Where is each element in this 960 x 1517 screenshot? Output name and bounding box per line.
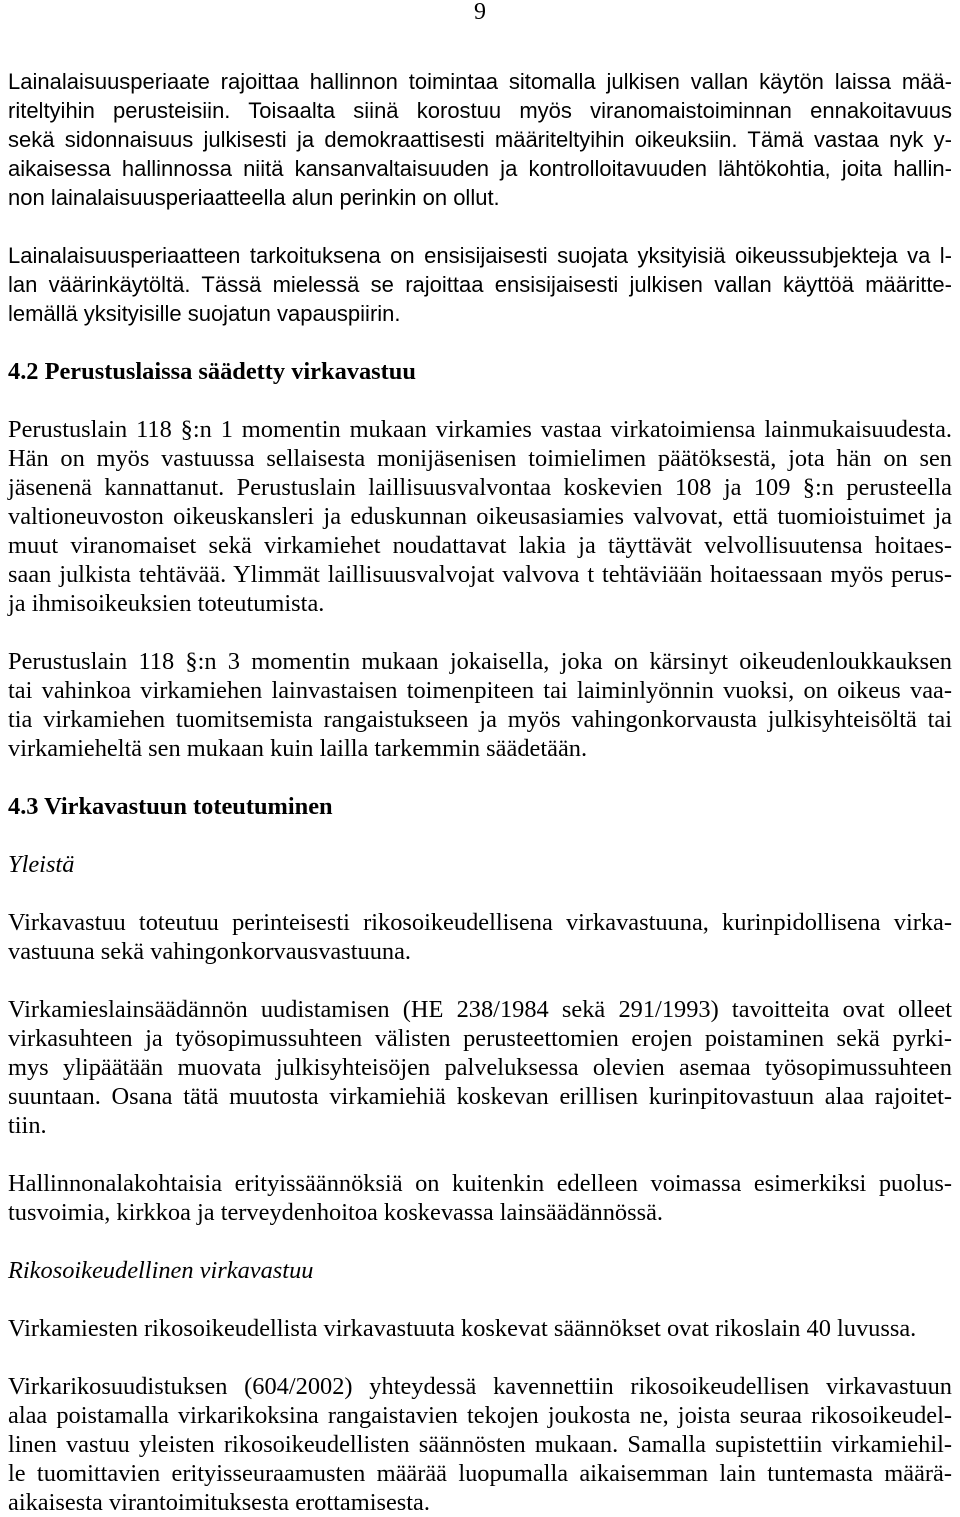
paragraph	[8, 241, 952, 328]
text-line: muut viranomaiset sekä virkamiehet noudattavat lakia ja täyttävät velvollisuutensa hoitaes-	[8, 532, 952, 559]
section-heading-text: 4.2 Perustuslaissa säädetty virkavastuu	[8, 358, 416, 385]
text-line: le tuomittavien erityisseuraamusten määrää luopumalla aikaisemman lain tuntemasta määrä-	[8, 1460, 952, 1487]
subsection-title-text: Rikosoikeudellinen virkavastuu	[8, 1257, 314, 1284]
text-line: Virkavastuu toteutuu perinteisesti rikosoikeudellisena virkavastuuna, kurinpidollisena virka-	[8, 909, 952, 936]
paragraph	[8, 415, 952, 618]
text-line: linen vastuu yleisten rikosoikeudellisten säännösten mukaan. Samalla supistettiin virkamiehil-	[8, 1431, 952, 1458]
paragraph	[8, 647, 952, 763]
text-line: sekä sidonnaisuus julkisesti ja demokraattisesti määriteltyihin oikeuksiin. Tämä vastaa nyk y-	[8, 127, 952, 152]
text-line: virkasuhteen ja työsopimussuhteen välisten perusteettomien erojen poistaminen sekä pyrki-	[8, 1025, 952, 1052]
section-heading-text: 4.3 Virkavastuun toteutuminen	[8, 793, 333, 820]
text-line: Virkamieslainsäädännön uudistamisen (HE 238/1984 sekä 291/1993) tavoitteita ovat olleet	[8, 996, 952, 1023]
page-body	[8, 67, 952, 1517]
text-line: alaa poistamalla virkarikoksina rangaistavien tekojen joukosta ne, joista seuraa rikosoikeudel-	[8, 1402, 952, 1429]
text-line: tusvoimia, kirkkoa ja terveydenhoitoa koskevassa lainsäädännössä.	[8, 1199, 663, 1226]
text-line: Virkamiesten rikosoikeudellista virkavastuuta koskevat säännökset ovat rikoslain 40 luvussa.	[8, 1315, 917, 1342]
subsection-title-text: Yleistä	[8, 851, 75, 878]
text-line: riteltyihin perusteisiin. Toisaalta siinä korostuu myös viranomaistoiminnan ennakoitavuus	[8, 98, 952, 123]
paragraph	[8, 1169, 952, 1227]
text-line: lemällä yksityisille suojatun vapauspiirin.	[8, 301, 401, 326]
text-line: jäsenenä kannattanut. Perustuslain laillisuusvalvontaa koskevien 108 ja 109 §:n perusteella	[8, 474, 952, 501]
text-line: saan julkista tehtävää. Ylimmät laillisuusvalvojat valvova t tehtäviään hoitaessaan myös perus-	[8, 561, 952, 588]
text-line: Hän on myös vastuussa sellaisesta monijäsenisen toimielimen päätöksestä, jota hän on sen	[8, 445, 952, 472]
paragraph	[8, 1314, 952, 1343]
text-line: aikaisesta virantoimituksesta erottamisesta.	[8, 1489, 430, 1516]
text-line: virkamieheltä sen mukaan kuin lailla tarkemmin säädetään.	[8, 735, 588, 762]
text-line: Perustuslain 118 §:n 3 momentin mukaan jokaisella, joka on kärsinyt oikeudenloukkauksen	[8, 648, 952, 675]
text-line: valtioneuvoston oikeuskansleri ja eduskunnan oikeusasiamies valvovat, että tuomioistuimet ja	[8, 503, 952, 530]
text-line: Perustuslain 118 §:n 1 momentin mukaan virkamies vastaa virkatoimiensa lainmukaisuudesta.	[8, 416, 952, 443]
page-number: 9	[474, 0, 486, 25]
text-line: non lainalaisuusperiaatteella alun perinkin on ollut.	[8, 185, 500, 210]
text-line: Virkarikosuudistuksen (604/2002) yhteydessä kavennettiin rikosoikeudellisen virkavastuun	[8, 1373, 952, 1400]
text-line: tiin.	[8, 1112, 47, 1139]
text-line: Hallinnonalakohtaisia erityissäännöksiä on kuitenkin edelleen voimassa esimerkiksi puolus-	[8, 1170, 952, 1197]
paragraph	[8, 908, 952, 966]
text-line: lan väärinkäytöltä. Tässä mielessä se rajoittaa ensisijaisesti julkisen vallan käyttöä määritte-	[8, 272, 952, 297]
text-line: mys ylipäätään muovata julkisyhteisöjen palveluksessa olevien asemaa työsopimussuhteen	[8, 1054, 952, 1081]
paragraph	[8, 67, 952, 212]
subsection-title	[8, 1256, 952, 1285]
text-line: Lainalaisuusperiaate rajoittaa hallinnon toimintaa sitomalla julkisen vallan käytön laissa mää-	[8, 69, 952, 94]
section-heading	[8, 792, 952, 821]
paragraph	[8, 995, 952, 1140]
text-line: vastuuna sekä vahingonkorvausvastuuna.	[8, 938, 412, 965]
text-line: aikaisessa hallinnossa niitä kansanvaltaisuuden ja kontrolloitavuuden lähtökohtia, joita hallin-	[8, 156, 952, 181]
paragraph	[8, 1372, 952, 1517]
text-line: tai vahinkoa virkamiehen lainvastaisen toimenpiteen tai laiminlyönnin vuoksi, on oikeus vaa-	[8, 677, 952, 704]
subsection-title	[8, 850, 952, 879]
text-line: suuntaan. Osana tätä muutosta virkamiehiä koskevan erillisen kurinpitovastuun alaa rajoitet-	[8, 1083, 952, 1110]
text-line: Lainalaisuusperiaatteen tarkoituksena on ensisijaisesti suojata yksityisiä oikeussubjekteja va l-	[8, 243, 952, 268]
text-line: tia virkamiehen tuomitsemista rangaistukseen ja myös vahingonkorvausta julkisyhteisöltä tai	[8, 706, 952, 733]
text-line: ja ihmisoikeuksien toteutumista.	[8, 590, 325, 617]
section-heading	[8, 357, 952, 386]
